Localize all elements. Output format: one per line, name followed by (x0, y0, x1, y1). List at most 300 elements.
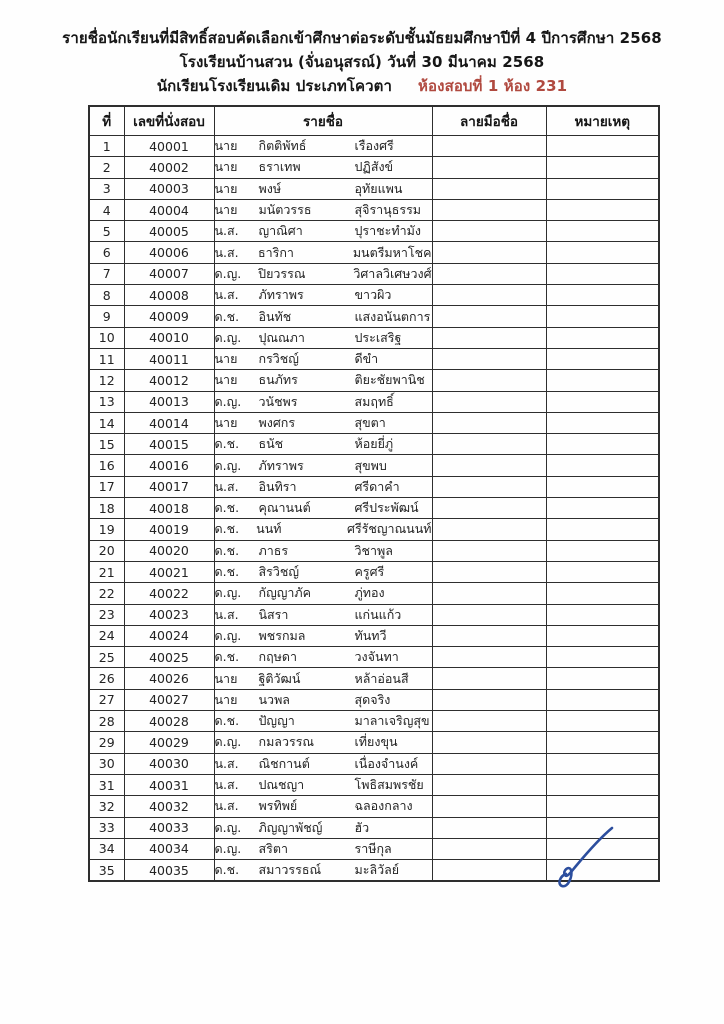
signature-cell (432, 498, 546, 519)
last-name: เที่ยงขุน (354, 734, 398, 750)
remark-cell (546, 498, 659, 519)
seat-number-cell: 40026 (124, 668, 214, 689)
first-name: พชรกมล (258, 627, 306, 643)
table-row (89, 689, 659, 710)
name-prefix: ด.ญ. (214, 819, 242, 835)
last-name: วิศาลวิเศษวงศ์ (353, 265, 432, 281)
seat-number-cell: 40001 (124, 136, 214, 157)
row-number-cell: 12 (89, 370, 124, 391)
remark-cell (546, 561, 659, 582)
seat-number-cell: 40027 (124, 689, 214, 710)
row-number-cell: 22 (89, 583, 124, 604)
last-name: ศรีรัชญาณนนท์ (347, 521, 432, 537)
table-row (89, 519, 659, 540)
table-row (89, 199, 659, 220)
first-name: กมลวรรณ (258, 734, 315, 750)
table-row (89, 157, 659, 178)
row-number-cell: 35 (89, 860, 124, 882)
signature-cell (432, 796, 546, 817)
signature-cell (432, 476, 546, 497)
row-number-cell: 11 (89, 348, 124, 369)
signature-cell (432, 221, 546, 242)
last-name: ทันทวี (354, 627, 387, 643)
exam-room-label: ห้องสอบที่ 1 ห้อง 231 (418, 77, 568, 95)
row-number-cell: 31 (89, 774, 124, 795)
table-row (89, 136, 659, 157)
first-name: อินทัช (258, 308, 292, 324)
student-name-cell (214, 817, 432, 838)
first-name: ภิญญาพัชญ์ (258, 819, 323, 835)
row-number-cell: 15 (89, 434, 124, 455)
student-name-cell (214, 455, 432, 476)
name-prefix: นาย (214, 351, 238, 367)
signature-cell (432, 647, 546, 668)
remark-cell (546, 263, 659, 284)
first-name: กิตติพัทธ์ (258, 138, 307, 154)
student-name-cell (214, 348, 432, 369)
last-name: ปฏิสังข์ (354, 159, 394, 175)
last-name: ราษีกุล (354, 840, 392, 856)
signature-cell (432, 583, 546, 604)
row-number-cell: 23 (89, 604, 124, 625)
name-prefix: นาย (214, 691, 238, 707)
student-name-cell (214, 370, 432, 391)
col-header-remark: หมายเหตุ (546, 106, 659, 136)
seat-number-cell: 40031 (124, 774, 214, 795)
first-name: นนท์ (256, 521, 282, 537)
student-name-cell (214, 412, 432, 433)
name-prefix: น.ส. (214, 478, 239, 494)
first-name: ธาริกา (257, 244, 294, 260)
student-name-cell (214, 689, 432, 710)
name-prefix: ด.ช. (214, 436, 240, 452)
table-row (89, 774, 659, 795)
remark-cell (546, 285, 659, 306)
first-name: ธนัช (258, 436, 284, 452)
row-number-cell: 4 (89, 199, 124, 220)
remark-cell (546, 689, 659, 710)
table-row (89, 391, 659, 412)
remark-cell (546, 136, 659, 157)
table-row (89, 348, 659, 369)
signature-cell (432, 136, 546, 157)
row-number-cell: 2 (89, 157, 124, 178)
student-name-cell (214, 221, 432, 242)
row-number-cell: 25 (89, 647, 124, 668)
seat-number-cell: 40022 (124, 583, 214, 604)
row-number-cell: 9 (89, 306, 124, 327)
doc-title-line2: โรงเรียนบ้านสวน (จั่นอนุสรณ์) วันที่ 30 มีนาคม 2568 (179, 53, 545, 71)
row-number-cell: 6 (89, 242, 124, 263)
signature-cell (432, 178, 546, 199)
seat-number-cell: 40033 (124, 817, 214, 838)
student-name-cell (214, 157, 432, 178)
last-name: มนตรีมหาโชค (352, 244, 432, 260)
remark-cell (546, 668, 659, 689)
name-prefix: ด.ญ. (214, 457, 242, 473)
signature-cell (432, 561, 546, 582)
table-row (89, 561, 659, 582)
seat-number-cell: 40005 (124, 221, 214, 242)
last-name: โพธิสมพรชัย (354, 777, 424, 793)
last-name: แสงอนันตการ (354, 308, 431, 324)
first-name: ปุณณภา (258, 329, 305, 345)
seat-number-cell: 40016 (124, 455, 214, 476)
student-name-cell (214, 327, 432, 348)
table-row (89, 370, 659, 391)
row-number-cell: 34 (89, 838, 124, 859)
signature-cell (432, 391, 546, 412)
student-name-cell (214, 838, 432, 859)
student-name-cell (214, 668, 432, 689)
seat-number-cell: 40035 (124, 860, 214, 882)
student-name-cell (214, 136, 432, 157)
last-name: ฮัว (354, 819, 370, 835)
first-name: ปิยวรรณ (258, 265, 306, 281)
signature-cell (432, 412, 546, 433)
student-name-cell (214, 285, 432, 306)
first-name: ญาณิศา (258, 223, 303, 239)
student-name-cell (214, 476, 432, 497)
row-number-cell: 17 (89, 476, 124, 497)
first-name: มนัตวรรธ (258, 202, 312, 218)
name-prefix: ด.ญ. (214, 627, 242, 643)
signature-cell (432, 838, 546, 859)
signature-cell (432, 817, 546, 838)
table-row (89, 540, 659, 561)
last-name: แก่นแก้ว (354, 606, 402, 622)
student-name-cell (214, 434, 432, 455)
table-row (89, 455, 659, 476)
name-prefix: น.ส. (214, 244, 239, 260)
signature-cell (432, 860, 546, 882)
first-name: ธราเทพ (258, 159, 301, 175)
remark-cell (546, 796, 659, 817)
seat-number-cell: 40007 (124, 263, 214, 284)
last-name: ขาวผิว (354, 287, 392, 303)
remark-cell (546, 306, 659, 327)
signature-cell (432, 625, 546, 646)
name-prefix: ด.ญ. (214, 734, 242, 750)
student-name-cell (214, 732, 432, 753)
first-name: สิรวิชญ์ (258, 564, 299, 580)
last-name: วงจันทา (354, 649, 399, 665)
table-row (89, 711, 659, 732)
name-prefix: ด.ญ. (214, 393, 242, 409)
last-name: ศรีดาคำ (354, 478, 400, 494)
name-prefix: น.ส. (214, 223, 239, 239)
signature-cell (432, 774, 546, 795)
seat-number-cell: 40020 (124, 540, 214, 561)
table-header-row (89, 106, 659, 136)
signature-cell (432, 348, 546, 369)
remark-cell (546, 753, 659, 774)
name-prefix: ด.ญ. (214, 840, 242, 856)
remark-cell (546, 774, 659, 795)
first-name: ภัทราพร (258, 287, 304, 303)
first-name: นิสรา (258, 606, 289, 622)
remark-cell (546, 434, 659, 455)
last-name: ครูศรี (354, 564, 385, 580)
remark-cell (546, 476, 659, 497)
table-row (89, 263, 659, 284)
remark-cell (546, 519, 659, 540)
signature-cell (432, 434, 546, 455)
first-name: กัญญาภัค (258, 585, 311, 601)
student-name-cell (214, 519, 432, 540)
first-name: ภัทราพร (258, 457, 304, 473)
table-row (89, 498, 659, 519)
remark-cell (546, 391, 659, 412)
table-row (89, 412, 659, 433)
table-row (89, 285, 659, 306)
name-prefix: น.ส. (214, 777, 239, 793)
first-name: ฐิติวัฒน์ (258, 670, 301, 686)
table-row (89, 327, 659, 348)
remark-cell (546, 221, 659, 242)
first-name: พรทิพย์ (258, 798, 298, 814)
row-number-cell: 30 (89, 753, 124, 774)
table-row (89, 178, 659, 199)
seat-number-cell: 40008 (124, 285, 214, 306)
signature-cell (432, 519, 546, 540)
first-name: คุณานนต์ (258, 500, 311, 516)
table-row (89, 796, 659, 817)
table-row (89, 604, 659, 625)
seat-number-cell: 40015 (124, 434, 214, 455)
name-prefix: ด.ช. (214, 500, 240, 516)
col-header-seat: เลขที่นั่งสอบ (124, 106, 214, 136)
col-header-no: ที่ (89, 106, 124, 136)
name-prefix: ด.ช. (214, 542, 240, 558)
name-prefix: น.ส. (214, 755, 239, 771)
seat-number-cell: 40013 (124, 391, 214, 412)
seat-number-cell: 40030 (124, 753, 214, 774)
row-number-cell: 1 (89, 136, 124, 157)
last-name: สุขตา (354, 415, 386, 430)
col-header-name: รายชื่อ (214, 106, 432, 136)
row-number-cell: 24 (89, 625, 124, 646)
student-name-cell (214, 711, 432, 732)
seat-number-cell: 40002 (124, 157, 214, 178)
row-number-cell: 20 (89, 540, 124, 561)
first-name: กฤษดา (258, 649, 298, 665)
first-name: กรวิชญ์ (258, 351, 299, 367)
doc-title-line3: นักเรียนโรงเรียนเดิม ประเภทโควตา (156, 77, 393, 95)
remark-cell (546, 860, 659, 882)
signature-cell (432, 327, 546, 348)
last-name: ปุราชะทำมัง (354, 223, 421, 239)
remark-cell (546, 540, 659, 561)
name-prefix: นาย (214, 138, 238, 154)
last-name: อุทัยแพน (354, 180, 403, 196)
signature-cell (432, 753, 546, 774)
student-name-cell (214, 263, 432, 284)
remark-cell (546, 327, 659, 348)
seat-number-cell: 40021 (124, 561, 214, 582)
table-row (89, 732, 659, 753)
seat-number-cell: 40017 (124, 476, 214, 497)
student-name-cell (214, 796, 432, 817)
last-name: สุจิรานุธรรม (354, 202, 422, 218)
row-number-cell: 10 (89, 327, 124, 348)
seat-number-cell: 40029 (124, 732, 214, 753)
seat-number-cell: 40024 (124, 625, 214, 646)
first-name: ภาธร (258, 542, 289, 558)
student-roster-table (88, 105, 660, 882)
document-header (0, 26, 724, 98)
student-name-cell (214, 860, 432, 882)
table-row (89, 817, 659, 838)
signature-cell (432, 732, 546, 753)
signature-cell (432, 668, 546, 689)
remark-cell (546, 711, 659, 732)
table-row (89, 668, 659, 689)
first-name: วนัชพร (258, 393, 298, 409)
name-prefix: นาย (214, 415, 238, 430)
table-row (89, 476, 659, 497)
seat-number-cell: 40019 (124, 519, 214, 540)
first-name: สมาวรรธณ์ (258, 862, 322, 878)
row-number-cell: 16 (89, 455, 124, 476)
remark-cell (546, 625, 659, 646)
last-name: ฉลองกลาง (354, 798, 413, 814)
table-row (89, 625, 659, 646)
student-name-cell (214, 391, 432, 412)
last-name: มาลาเจริญสุข (354, 713, 430, 729)
student-name-cell (214, 753, 432, 774)
seat-number-cell: 40032 (124, 796, 214, 817)
last-name: ดีขำ (354, 351, 379, 367)
signature-cell (432, 689, 546, 710)
remark-cell (546, 604, 659, 625)
seat-number-cell: 40003 (124, 178, 214, 199)
name-prefix: ด.ช. (214, 564, 240, 580)
remark-cell (546, 199, 659, 220)
signature-cell (432, 285, 546, 306)
col-header-signature: ลายมือชื่อ (432, 106, 546, 136)
table-row (89, 860, 659, 882)
last-name: เนื่องจำนงค์ (354, 755, 419, 771)
first-name: นวพล (258, 691, 290, 707)
row-number-cell: 26 (89, 668, 124, 689)
student-table-body (89, 136, 659, 882)
signature-cell (432, 263, 546, 284)
name-prefix: ด.ญ. (214, 585, 242, 601)
name-prefix: นาย (214, 159, 238, 175)
signature-cell (432, 711, 546, 732)
student-name-cell (214, 178, 432, 199)
seat-number-cell: 40014 (124, 412, 214, 433)
first-name: ปณชญา (258, 777, 305, 793)
seat-number-cell: 40023 (124, 604, 214, 625)
seat-number-cell: 40028 (124, 711, 214, 732)
row-number-cell: 7 (89, 263, 124, 284)
name-prefix: ด.ญ. (214, 265, 242, 281)
seat-number-cell: 40004 (124, 199, 214, 220)
name-prefix: ด.ช. (214, 713, 240, 729)
signature-cell (432, 199, 546, 220)
first-name: ธนภัทร (258, 372, 298, 388)
last-name: ห้อยยี่ภู่ (354, 436, 394, 452)
last-name: ประเสริฐ (354, 329, 402, 345)
last-name: สุขพบ (354, 457, 387, 473)
student-name-cell (214, 647, 432, 668)
last-name: ติยะชัยพานิช (354, 372, 425, 388)
name-prefix: น.ส. (214, 287, 239, 303)
seat-number-cell: 40011 (124, 348, 214, 369)
row-number-cell: 27 (89, 689, 124, 710)
table-row (89, 647, 659, 668)
student-name-cell (214, 199, 432, 220)
student-name-cell (214, 625, 432, 646)
student-name-cell (214, 242, 432, 263)
table-row (89, 838, 659, 859)
last-name: หล้าอ่อนสี (354, 670, 409, 686)
first-name: ณิชกานต์ (258, 755, 310, 771)
signature-cell (432, 306, 546, 327)
name-prefix: นาย (214, 180, 238, 196)
last-name: สุดจริง (354, 691, 391, 707)
seat-number-cell: 40025 (124, 647, 214, 668)
student-name-cell (214, 774, 432, 795)
seat-number-cell: 40012 (124, 370, 214, 391)
signature-cell (432, 157, 546, 178)
student-name-cell (214, 540, 432, 561)
name-prefix: นาย (214, 202, 238, 218)
signature-cell (432, 604, 546, 625)
last-name: สมฤทธิ์ (354, 393, 394, 409)
signature-cell (432, 455, 546, 476)
name-prefix: น.ส. (214, 606, 239, 622)
table-row (89, 306, 659, 327)
seat-number-cell: 40009 (124, 306, 214, 327)
remark-cell (546, 732, 659, 753)
remark-cell (546, 348, 659, 369)
last-name: มะลิวัลย์ (354, 862, 400, 878)
name-prefix: ด.ญ. (214, 329, 242, 345)
first-name: อินทิรา (258, 478, 297, 494)
name-prefix: ด.ช. (214, 649, 240, 665)
signature-cell (432, 242, 546, 263)
remark-cell (546, 242, 659, 263)
row-number-cell: 33 (89, 817, 124, 838)
seat-number-cell: 40010 (124, 327, 214, 348)
first-name: สริตา (258, 840, 288, 856)
doc-title-line1: รายชื่อนักเรียนที่มีสิทธิ์สอบคัดเลือกเข้าศึกษาต่อระดับชั้นมัธยมศึกษาปีที่ 4 ปีการศึกษา 2568 (62, 29, 662, 47)
remark-cell (546, 370, 659, 391)
table-row (89, 221, 659, 242)
name-prefix: ด.ช. (214, 862, 240, 878)
row-number-cell: 8 (89, 285, 124, 306)
row-number-cell: 18 (89, 498, 124, 519)
last-name: เรืองศรี (354, 138, 394, 154)
student-name-cell (214, 583, 432, 604)
first-name: พงศกร (258, 415, 296, 430)
remark-cell (546, 157, 659, 178)
table-row (89, 242, 659, 263)
last-name: ภู่ทอง (354, 585, 385, 601)
row-number-cell: 3 (89, 178, 124, 199)
seat-number-cell: 40006 (124, 242, 214, 263)
seat-number-cell: 40034 (124, 838, 214, 859)
row-number-cell: 21 (89, 561, 124, 582)
row-number-cell: 19 (89, 519, 124, 540)
row-number-cell: 13 (89, 391, 124, 412)
name-prefix: น.ส. (214, 798, 239, 814)
row-number-cell: 28 (89, 711, 124, 732)
table-row (89, 583, 659, 604)
